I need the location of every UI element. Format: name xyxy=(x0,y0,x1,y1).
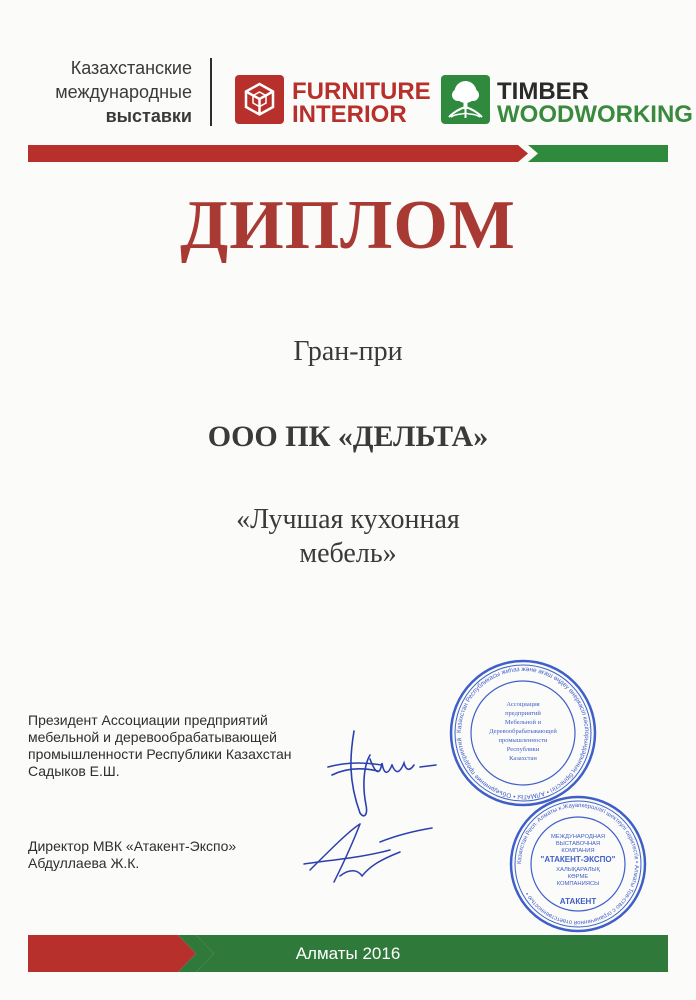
stamp2-center-1: МЕЖДУНАРОДНАЯ xyxy=(550,834,606,840)
stamp2-center-7: КОМПАНИЯСЫ xyxy=(556,881,600,887)
logo2-line-2: WOODWORKING xyxy=(497,101,693,128)
stamp2-center-4: "АТАКЕНТ-ЭКСПО" xyxy=(540,855,616,864)
atakent-expo-seal xyxy=(508,794,648,934)
signatory-2-name: Абдуллаева Ж.К. xyxy=(28,855,140,871)
timber-woodworking-tree-icon xyxy=(441,75,490,124)
signature-president xyxy=(320,725,440,825)
signatory-1-name: Садыков Е.Ш. xyxy=(28,763,120,779)
timber-woodworking-logo-text xyxy=(497,80,693,126)
stamp2-center-2: ВЫСТАВОЧНАЯ xyxy=(555,841,601,847)
signatory-1-line-2: мебельной и деревообрабатывающей xyxy=(28,729,277,745)
award-category xyxy=(0,503,696,571)
category-line-2: мебель» xyxy=(299,538,397,569)
award-name: Гран-при xyxy=(293,336,403,367)
stamp2-center-5: ХАЛЫҚАРАЛЫҚ xyxy=(556,867,600,873)
category-line-1: «Лучшая кухонная xyxy=(236,504,460,535)
furniture-interior-cube-icon xyxy=(235,75,284,124)
stamp2-bottom-text: АТАКЕНТ xyxy=(559,897,597,906)
header-color-band xyxy=(28,145,668,162)
svg-text:Казахстан Респ. Алматы к.Жауап xyxy=(517,803,639,926)
header-divider xyxy=(210,58,212,126)
stamp2-ring-text: Казахстан Респ. Алматы к.Жауапкершілігі шектеулі серіктестік • Алматы Тов-ство с ограниченной ответственностью • xyxy=(516,802,640,926)
stamp1-center-7: Казахстан xyxy=(509,755,537,762)
furniture-interior-logo-text xyxy=(292,80,431,126)
stamp1-center-4: Деревообрабатывающей xyxy=(489,728,557,735)
signatory-1-line-3: промышленности Республики Казахстан xyxy=(28,746,292,762)
stamp1-center-5: промышленности xyxy=(498,737,548,744)
footer-location-year: Алматы 2016 xyxy=(295,944,401,963)
logo1-line-2: INTERIOR xyxy=(292,101,407,128)
stamp2-center-6: КӨРМЕ xyxy=(567,874,589,880)
stamp1-ring-text: Казахстан Республикасы жиһаз және ағаш өңдеу өнеркәсіп кәсіпорындарының бірлестігі • АЛМАТЫ • Объединение предприятий xyxy=(455,665,591,801)
logo2-line-1: TIMBER xyxy=(497,78,589,105)
signature-director xyxy=(300,820,435,890)
company-name: ООО ПК «ДЕЛЬТА» xyxy=(207,420,489,453)
stamp1-center-2: предприятий xyxy=(505,710,541,717)
organizer-line-2: международные xyxy=(55,82,192,102)
signatory-president xyxy=(28,712,328,780)
organizer-text xyxy=(20,56,192,128)
stamp2-center-3: КОМПАНИЯ xyxy=(561,848,595,854)
stamp1-center-6: Республики xyxy=(506,746,540,753)
stamp1-center-1: Ассоциация xyxy=(506,701,540,708)
organizer-line-3: выставки xyxy=(105,106,192,126)
association-seal xyxy=(448,658,598,808)
signatory-1-line-1: Президент Ассоциации предприятий xyxy=(28,712,268,728)
diploma-title: ДИПЛОМ xyxy=(180,187,516,264)
logo1-line-1: FURNITURE xyxy=(292,78,431,105)
signatory-2-line-1: Директор МВК «Атакент-Экспо» xyxy=(28,838,237,854)
organizer-line-1: Казахстанские xyxy=(70,58,192,78)
signatory-director xyxy=(28,838,328,872)
stamp1-center-3: Мебельной и xyxy=(504,719,542,726)
